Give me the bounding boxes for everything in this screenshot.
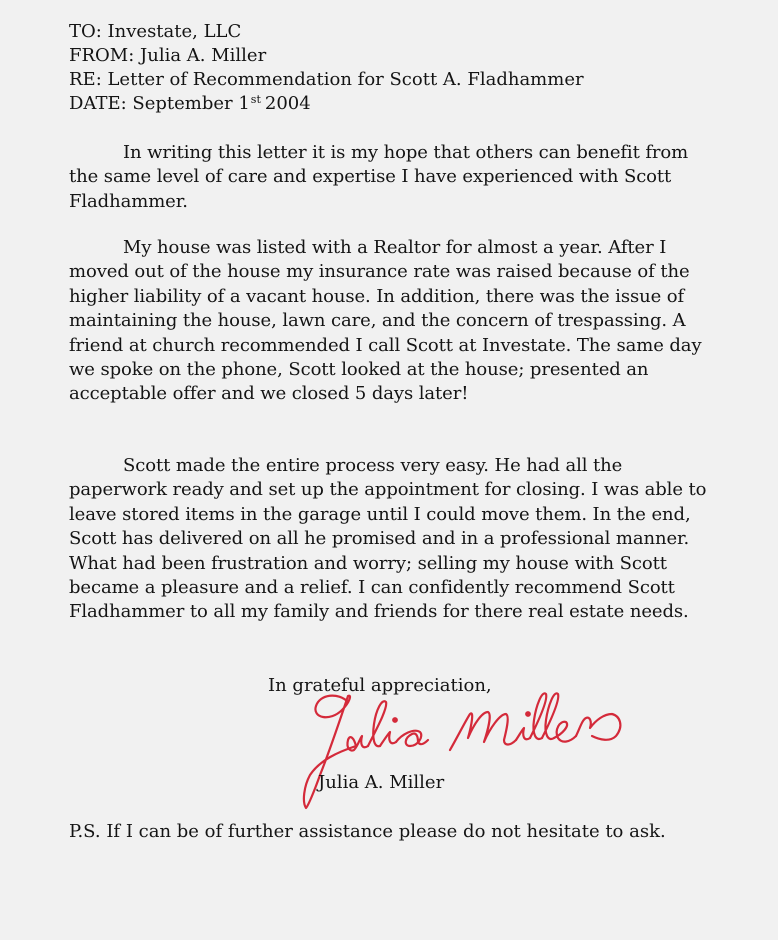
re-line: RE: Letter of Recommendation for Scott A. Fladhammer bbox=[69, 69, 584, 90]
closing-line: In grateful appreciation, bbox=[268, 675, 492, 696]
to-line: TO: Investate, LLC bbox=[69, 21, 242, 42]
signer-name: Julia A. Miller bbox=[318, 772, 445, 793]
body-paragraph-1: In writing this letter it is my hope that others can benefit from the same level of care and expertise I have experienced with Scott Fladhammer. bbox=[69, 142, 689, 212]
date-line bbox=[69, 92, 584, 116]
postscript: P.S. If I can be of further assistance please do not hesitate to ask. bbox=[69, 821, 666, 842]
body-paragraph-2: My house was listed with a Realtor for almost a year. After I moved out of the house my insurance rate was raised because of the higher liability of a vacant house. In addition, there was the issue of maintaining the house, lawn care, and the concern of trespassing. A friend at church recommended I call Scott at Investate. The same day we spoke on the phone, Scott looked at the house; presented an acceptable offer and we closed 5 days later! bbox=[69, 237, 702, 405]
date-ordinal-suffix: st bbox=[250, 93, 261, 106]
memo-header bbox=[69, 20, 584, 116]
date-text: DATE: September 1 bbox=[69, 93, 250, 114]
body-paragraph-3: Scott made the entire process very easy. He had all the paperwork ready and set up the appointment for closing. I was able to leave stored items in the garage until I could move them. In the end, Scott has delivered on all he promised and in a professional manner. What had been frustration and worry; selling my house with Scott became a pleasure and a relief. I can confidently recommend Scott Fladhammer to all my family and friends for there real estate needs. bbox=[69, 455, 707, 623]
date-year: 2004 bbox=[264, 93, 311, 114]
from-line: FROM: Julia A. Miller bbox=[69, 45, 267, 66]
